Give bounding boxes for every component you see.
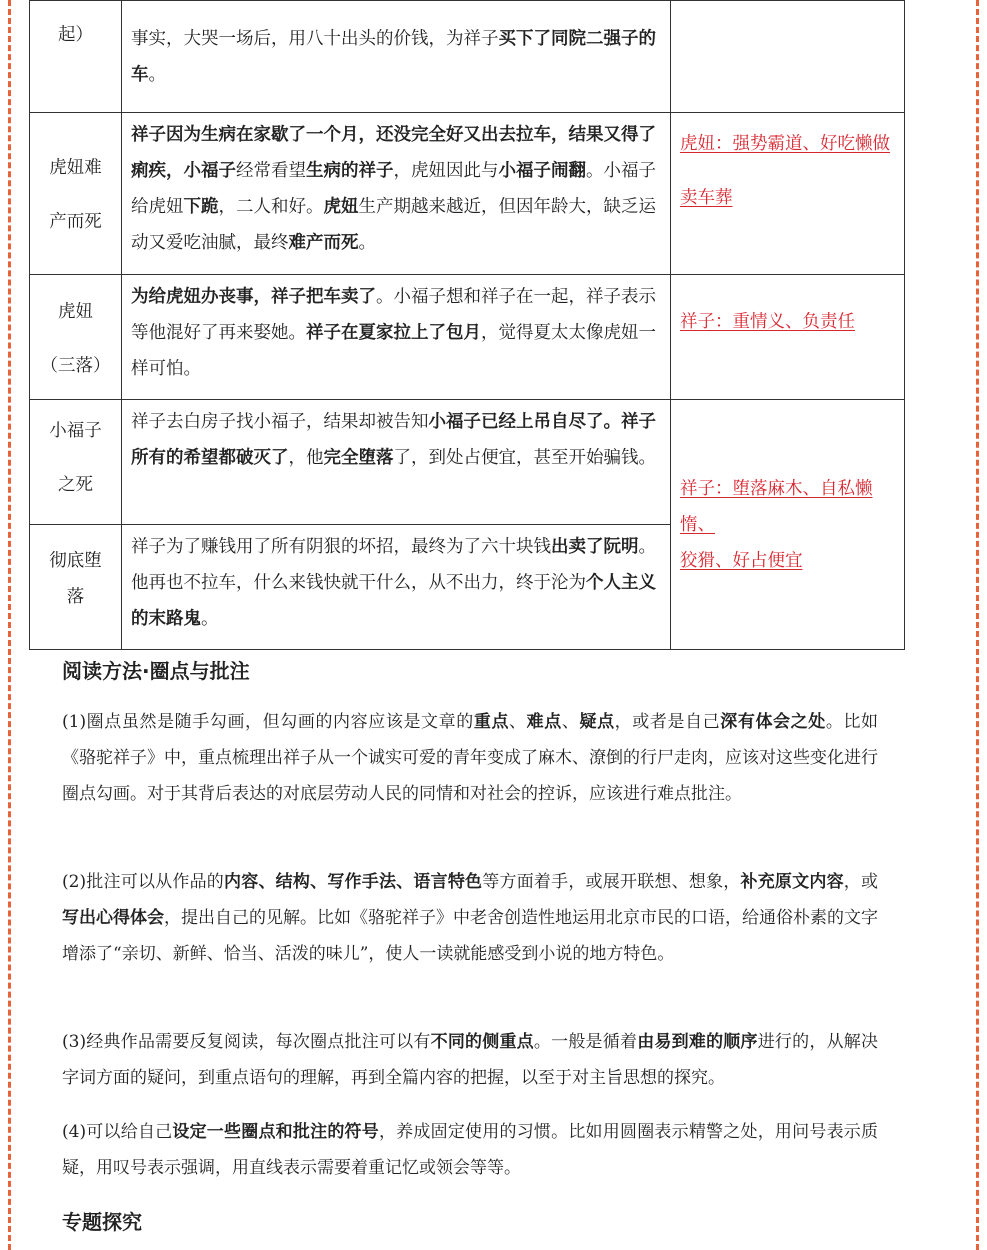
left-dashed-border — [8, 0, 11, 1250]
section-title-topic-study: 专题探究 — [62, 1210, 142, 1234]
paragraph: (4)可以给自己设定一些圈点和批注的符号，养成固定使用的习惯。比如用圆圈表示精警之处，用问号表示质疑，用叹号表示强调，用直线表示需要着重记忆或领会等等。 — [62, 1122, 878, 1178]
row-title-line: 小福子 — [49, 421, 102, 441]
row-content: 为给虎妞办丧事，祥子把车卖了。小福子想和祥子在一起，祥子表示等他混好了再来娶她。祥子在夏家拉上了包月，觉得夏太太像虎妞一样可怕。 — [122, 275, 671, 400]
row-title-line: 产而死 — [49, 212, 102, 232]
row-comment — [671, 113, 905, 275]
row-content: 祥子因为生病在家歇了一个月，还没完全好又出去拉车，结果又得了痢疾，小福子经常看望生病的祥子，虎妞因此与小福子闹翻。小福子给虎妞下跪，二人和好。虎妞生产期越来越近，但因年龄大，缺乏运动又爱吃油腻，最终难产而死。 — [122, 113, 671, 275]
row-title — [30, 113, 122, 275]
row-content: 祥子为了赚钱用了所有阴狠的坏招，最终为了六十块钱出卖了阮明。他再也不拉车，什么来钱快就干什么，从不出力，终于沦为个人主义的末路鬼。 — [122, 525, 671, 650]
comment-line: 虎妞：强势霸道、好吃懒做 — [680, 134, 890, 154]
row-title — [30, 525, 122, 650]
row-title — [30, 400, 122, 525]
row-content: 事实，大哭一场后，用八十出头的价钱，为祥子买下了同院二强子的车。 — [122, 1, 671, 113]
paragraph: (1)圈点虽然是随手勾画，但勾画的内容应该是文章的重点、难点、疑点，或者是自己深有体会之处。比如《骆驼祥子》中，重点梳理出祥子从一个诚实可爱的青年变成了麻木、潦倒的行尸走肉，应该对这些变化进行圈点勾画。对于其背后表达的对底层劳动人民的同情和对社会的控诉，应该进行难点批注。 — [62, 712, 879, 804]
row-title-line: 彻底堕 — [49, 551, 102, 571]
comment-line: 祥子：堕落麻木、自私懒惰、 — [680, 478, 873, 535]
row-title-line: 之死 — [58, 475, 93, 495]
row-title-line: 落 — [66, 587, 85, 607]
right-dashed-border — [976, 0, 979, 1250]
paragraph: (3)经典作品需要反复阅读，每次圈点批注可以有不同的侧重点。一般是循着由易到难的顺序进行的，从解决字词方面的疑问，到重点语句的理解，再到全篇内容的把握，以至于对主旨思想的探究。 — [62, 1032, 879, 1088]
row-title-line: 虎妞难 — [49, 158, 102, 178]
row-content: 祥子去白房子找小福子，结果却被告知小福子已经上吊自尽了。祥子所有的希望都破灭了，他完全堕落了，到处占便宜，甚至开始骗钱。 — [122, 400, 671, 525]
comment-line: 卖车葬 — [680, 188, 733, 208]
row-title-line: 虎妞 — [58, 302, 93, 322]
table-row — [30, 113, 905, 275]
comment-line: 狡猾、好占便宜 — [680, 550, 803, 571]
section-title-reading-method: 阅读方法·圈点与批注 — [62, 659, 250, 683]
row-title — [30, 275, 122, 400]
paragraph: (2)批注可以从作品的内容、结构、写作手法、语言特色等方面着手，或展开联想、想象，补充原文内容，或写出心得体会，提出自己的见解。比如《骆驼祥子》中老舍创造性地运用北京市民的口语，给通俗朴素的文字增添了“亲切、新鲜、恰当、活泼的味儿”，使人一读就能感受到小说的地方特色。 — [62, 872, 879, 964]
row-comment — [671, 275, 905, 400]
row-title — [30, 1, 122, 113]
row-comment — [671, 400, 905, 650]
row-comment — [671, 1, 905, 113]
row-title-line: 起） — [58, 25, 93, 45]
table-row — [30, 1, 905, 113]
table-row — [30, 400, 905, 525]
row-title-line: （三落） — [40, 356, 111, 376]
table-row — [30, 275, 905, 400]
plot-table — [29, 0, 905, 650]
comment-line: 祥子：重情义、负责任 — [680, 312, 855, 332]
